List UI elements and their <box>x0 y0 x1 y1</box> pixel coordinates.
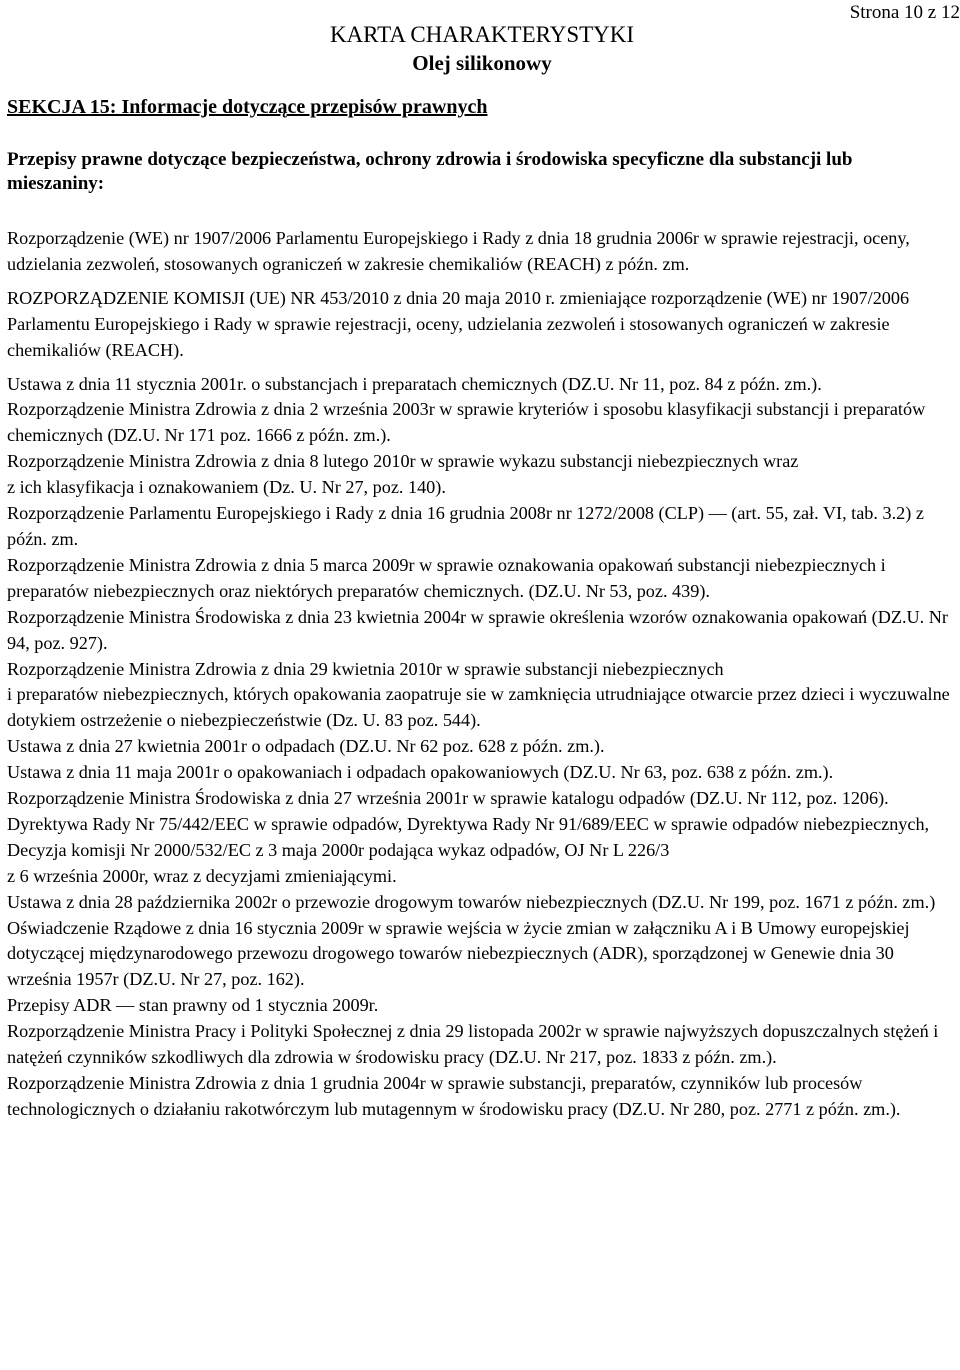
document-subtitle: Olej silikonowy <box>412 51 552 75</box>
regulation-item: Rozporządzenie (WE) nr 1907/2006 Parlamentu Europejskiego i Rady z dnia 18 grudnia 2006r w sprawie rejestracji, oceny, udzielania zezwoleń, stosowanych ograniczeń w zakresie chemikaliów (REACH) z późn. zm. <box>7 228 910 274</box>
regulation-item: z 6 września 2000r, wraz z decyzjami zmieniającymi. <box>7 865 397 886</box>
regulation-item: Przepisy ADR — stan prawny od 1 stycznia 2009r. <box>7 995 379 1016</box>
regulations-list <box>7 226 955 1123</box>
regulation-item: Ustawa z dnia 28 października 2002r o przewozie drogowym towarów niebezpiecznych (DZ.U. Nr 199, poz. 1671 z późn. zm.) <box>7 891 936 912</box>
regulation-item: Ustawa z dnia 11 stycznia 2001r. o substancjach i preparatach chemicznych (DZ.U. Nr 11, poz. 84 z późn. zm.). <box>7 373 822 394</box>
regulation-item: Ustawa z dnia 27 kwietnia 2001r o odpadach (DZ.U. Nr 62 poz. 628 z późn. zm.). <box>7 736 605 757</box>
regulation-item: Ustawa z dnia 11 maja 2001r o opakowaniach i odpadach opakowaniowych (DZ.U. Nr 63, poz. 638 z późn. zm.). <box>7 762 834 783</box>
regulation-item: Rozporządzenie Ministra Pracy i Polityki Społecznej z dnia 29 listopada 2002r w sprawie najwyższych dopuszczalnych stężeń i natężeń czynników szkodliwych dla zdrowia w środowisku pracy (DZ.U. Nr 217, poz. 1833 z późn. zm.). <box>7 1021 939 1068</box>
regulation-item: ROZPORZĄDZENIE KOMISJI (UE) NR 453/2010 z dnia 20 maja 2010 r. zmieniające rozporządzenie (WE) nr 1907/2006 Parlamentu Europejskiego i Rady w sprawie rejestracji, oceny, udzielania zezwoleń i stosowanych ograniczeń w zakresie chemikaliów (REACH). <box>7 287 910 360</box>
regulation-item: Rozporządzenie Ministra Środowiska z dnia 23 kwietnia 2004r w sprawie określenia wzorów oznakowania opakowań (DZ.U. Nr 94, poz. 927). <box>7 606 948 653</box>
regulation-item: Rozporządzenie Parlamentu Europejskiego i Rady z dnia 16 grudnia 2008r nr 1272/2008 (CLP) — (art. 55, zał. VI, tab. 3.2) z późn. zm. <box>7 503 924 549</box>
document-title: KARTA CHARAKTERYSTYKI <box>329 22 635 47</box>
regulation-item: Rozporządzenie Ministra Zdrowia z dnia 1 grudnia 2004r w sprawie substancji, preparatów, czynników lub procesów technologicznych o działaniu rakotwórczym lub mutagennym w środowisku pracy (DZ.U. Nr 280, poz. 2771 z późn. zm.). <box>7 1073 901 1119</box>
regulation-item: i preparatów niebezpiecznych, których opakowania zaopatruje sie w zamknięcia utrudniające otwarcie przez dzieci i wyczuwalne dotykiem ostrzeżenie o niebezpieczeństwie (Dz. U. 83 poz. 544). <box>7 684 950 731</box>
regulation-item: Rozporządzenie Ministra Zdrowia z dnia 8 lutego 2010r w sprawie wykazu substancji niebezpiecznych wraz <box>7 451 799 472</box>
regulation-item: Rozporządzenie Ministra Zdrowia z dnia 5 marca 2009r w sprawie oznakowania opakowań substancji niebezpiecznych i preparatów niebezpiecznych oraz niektórych preparatów chemicznych. (DZ.U. Nr 53, poz. 439). <box>7 554 886 601</box>
page-number: Strona 10 z 12 <box>849 2 960 23</box>
section-title: SEKCJA 15: Informacje dotyczące przepisów prawnych <box>7 96 488 118</box>
section-subheading: Przepisy prawne dotyczące bezpieczeństwa, ochrony zdrowia i środowiska specyficzne dla substancji lub mieszaniny: <box>7 149 853 194</box>
regulation-item: Dyrektywa Rady Nr 75/442/EEC w sprawie odpadów, Dyrektywa Rady Nr 91/689/EEC w sprawie odpadów niebezpiecznych, Decyzja komisji Nr 2000/532/EC z 3 maja 2000r podająca wykaz odpadów, OJ Nr L 226/3 <box>7 813 930 860</box>
regulation-item: Oświadczenie Rządowe z dnia 16 stycznia 2009r w sprawie wejścia w życie zmian w załączniku A i B Umowy europejskiej dotyczącej międzynarodowego przewozu drogowego towarów niebezpiecznych (ADR), sporządzonej w Genewie dnia 30 września 1957r (DZ.U. Nr 27, poz. 162). <box>7 917 910 990</box>
regulation-item: z ich klasyfikacja i oznakowaniem (Dz. U. Nr 27, poz. 140). <box>7 477 446 498</box>
regulation-item: Rozporządzenie Ministra Zdrowia z dnia 2 września 2003r w sprawie kryteriów i sposobu klasyfikacji substancji i preparatów chemicznych (DZ.U. Nr 171 poz. 1666 z późn. zm.). <box>7 399 926 446</box>
regulation-item: Rozporządzenie Ministra Zdrowia z dnia 29 kwietnia 2010r w sprawie substancji niebezpiecznych <box>7 658 724 679</box>
regulation-item: Rozporządzenie Ministra Środowiska z dnia 27 września 2001r w sprawie katalogu odpadów (DZ.U. Nr 112, poz. 1206). <box>7 788 889 809</box>
